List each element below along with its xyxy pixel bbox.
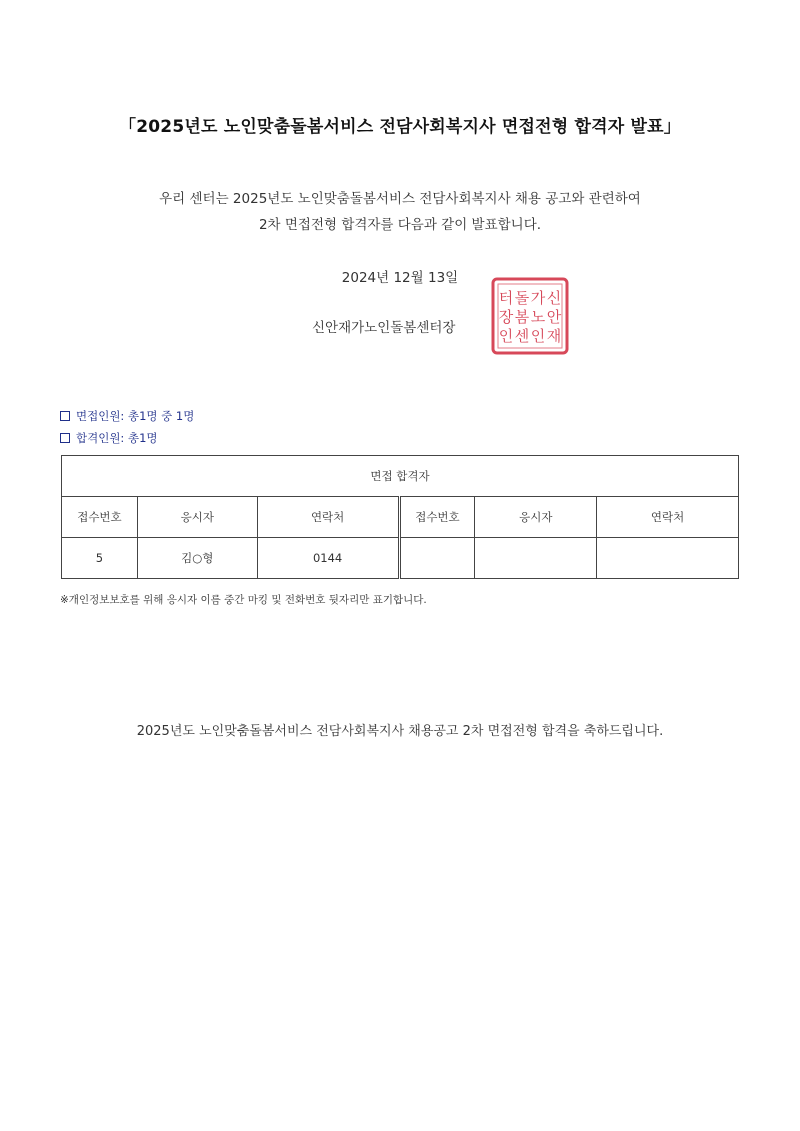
table-title-row <box>62 456 739 497</box>
table-title: 면접 합격자 <box>62 456 739 497</box>
intro-line-1: 우리 센터는 2025년도 노인맞춤돌봄서비스 전담사회복지사 채용 공고와 관련하여 <box>159 191 641 207</box>
table-cell: 5 <box>62 538 138 579</box>
table-cell: 김○형 <box>137 538 257 579</box>
column-header: 응시자 <box>475 497 597 538</box>
column-header: 접수번호 <box>399 497 475 538</box>
table-cell <box>399 538 475 579</box>
seal-glyph: 안 <box>546 308 562 326</box>
seal-glyph: 센 <box>514 327 530 345</box>
summary-passed <box>60 430 158 446</box>
table-header-row <box>62 497 739 538</box>
summary-interviewees <box>60 408 194 424</box>
seal-glyph: 돌 <box>514 289 530 307</box>
signer-name: 신안재가노인돌봄센터장 <box>312 320 456 336</box>
summary-interviewees-text: 면접인원: 총1명 중 1명 <box>76 409 195 423</box>
seal-glyph: 인 <box>530 327 546 345</box>
seal-glyph: 재 <box>546 327 562 345</box>
summary-passed-text: 합격인원: 총1명 <box>76 431 158 445</box>
announcement-date: 2024년 12월 13일 <box>341 270 459 286</box>
table-cell: 0144 <box>257 538 399 579</box>
privacy-note: ※개인정보보호를 위해 응시자 이름 중간 마킹 및 전화번호 뒷자리만 표기합니다. <box>60 594 427 606</box>
column-header: 연락처 <box>597 497 739 538</box>
checkbox-square-icon <box>60 433 70 443</box>
table-row <box>62 538 739 579</box>
column-header: 연락처 <box>257 497 399 538</box>
table-cell <box>597 538 739 579</box>
seal-glyph: 봄 <box>514 308 530 326</box>
closing-message: 2025년도 노인맞춤돌봄서비스 전담사회복지사 채용공고 2차 면접전형 합격을 축하드립니다. <box>136 724 664 739</box>
official-seal-stamp <box>490 276 570 356</box>
table-cell <box>475 538 597 579</box>
seal-glyph: 신 <box>546 289 562 307</box>
seal-glyph: 인 <box>498 327 514 345</box>
seal-glyph: 터 <box>498 289 514 307</box>
seal-glyph: 노 <box>530 308 546 326</box>
column-header: 접수번호 <box>62 497 138 538</box>
seal-glyphs <box>499 289 562 345</box>
page-title: 「2025년도 노인맞춤돌봄서비스 전담사회복지사 면접전형 합격자 발표」 <box>119 117 681 137</box>
intro-paragraph <box>0 186 800 238</box>
intro-line-2: 2차 면접전형 합격자를 다음과 같이 발표합니다. <box>258 217 542 233</box>
column-header: 응시자 <box>137 497 257 538</box>
seal-glyph: 장 <box>498 308 514 326</box>
seal-glyph: 가 <box>530 289 546 307</box>
checkbox-square-icon <box>60 411 70 421</box>
results-table <box>61 455 739 579</box>
